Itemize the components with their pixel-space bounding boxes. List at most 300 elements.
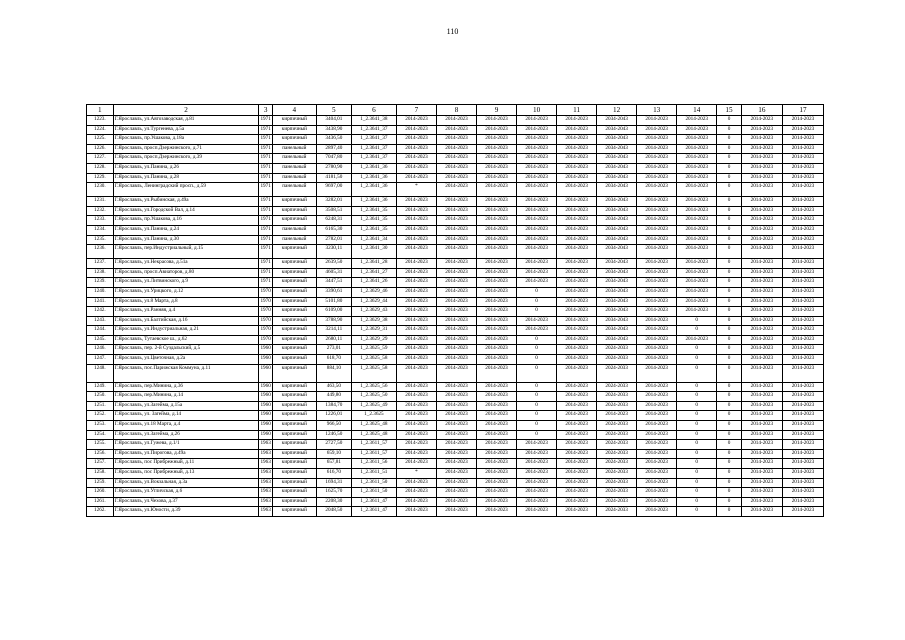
table-cell: 2014-2023 bbox=[741, 197, 782, 207]
table-cell: 2014-2023 bbox=[517, 268, 557, 278]
table-cell: 618,70 bbox=[316, 355, 351, 365]
table-cell: 2014-2023 bbox=[677, 297, 717, 307]
table-cell: 1245. bbox=[87, 335, 114, 345]
table-cell: 2014-2023 bbox=[557, 497, 597, 507]
table-cell: Г.Ярославль, ул.Ранняя, д.4 bbox=[113, 307, 259, 317]
table-cell: 2014-2023 bbox=[637, 335, 677, 345]
table-cell: кирпичный bbox=[272, 355, 316, 365]
table-cell: 1971 bbox=[259, 259, 272, 269]
table-cell: 2014-2023 bbox=[637, 163, 677, 173]
table-cell: * bbox=[396, 469, 436, 479]
table-cell: 2014-2023 bbox=[517, 225, 557, 235]
table-cell: 3390,61 bbox=[316, 287, 351, 297]
table-cell: 1226,01 bbox=[316, 411, 351, 421]
table-cell: Г.Ярославль, пр.Ушакова, д.18а bbox=[113, 135, 259, 145]
table-cell: Г.Ярославль, пос Прибрежный, д.11 bbox=[113, 459, 259, 469]
table-cell: 2014-2023 bbox=[637, 287, 677, 297]
table-cell: 2014-2023 bbox=[396, 478, 436, 488]
table-cell: кирпичный bbox=[272, 316, 316, 326]
table-cell: 2014-2023 bbox=[517, 459, 557, 469]
table-cell: 2014-2023 bbox=[782, 197, 823, 207]
table-cell: 2014-2023 bbox=[782, 135, 823, 145]
table-cell: Г.Ярославль, ул.Панина, д.24 bbox=[113, 225, 259, 235]
table-cell: 0 bbox=[677, 469, 717, 479]
table-row bbox=[87, 401, 824, 411]
table-cell: 1234. bbox=[87, 225, 114, 235]
table-cell: 2014-2023 bbox=[677, 216, 717, 226]
table-cell: Г.Ярославль, ул.Некрасова, д.51а bbox=[113, 259, 259, 269]
table-cell: 1_2.3641_35 bbox=[351, 225, 396, 235]
table-cell: кирпичный bbox=[272, 216, 316, 226]
table-cell: 6165,30 bbox=[316, 225, 351, 235]
table-cell: панельный bbox=[272, 144, 316, 154]
table-cell: Г.Ярославль, пр.Ушакова, д.16 bbox=[113, 216, 259, 226]
table-cell: 2014-2023 bbox=[782, 206, 823, 216]
table-cell: 2014-2023 bbox=[436, 297, 476, 307]
table-cell: 1_2.3611_57 bbox=[351, 449, 396, 459]
table-cell: 2014-2023 bbox=[677, 259, 717, 269]
table-cell: Г.Ярославль, пер.Индустриальный, д.15 bbox=[113, 245, 259, 259]
table-cell: 1251. bbox=[87, 401, 114, 411]
table-row bbox=[87, 297, 824, 307]
table-cell: 2014-2023 bbox=[782, 163, 823, 173]
table-cell: кирпичный bbox=[272, 206, 316, 216]
table-cell: 2014-2023 bbox=[396, 259, 436, 269]
table-cell: 1960 bbox=[259, 382, 272, 392]
table-row bbox=[87, 116, 824, 126]
table-cell: 1243. bbox=[87, 316, 114, 326]
table-cell: 2014-2023 bbox=[436, 335, 476, 345]
table-cell: 1_2.3641_37 bbox=[351, 135, 396, 145]
table-cell: 1_2.3625_48 bbox=[351, 430, 396, 440]
table-cell: 2014-2023 bbox=[637, 355, 677, 365]
table-cell: 449,80 bbox=[316, 392, 351, 402]
table-cell: 2014-2023 bbox=[782, 507, 823, 517]
table-cell: 2014-2023 bbox=[436, 245, 476, 259]
table-cell: Г.Ярославль, пер.Минина, д.36 bbox=[113, 382, 259, 392]
header-row bbox=[87, 105, 824, 116]
table-row bbox=[87, 163, 824, 173]
table-cell: 2024-2033 bbox=[597, 507, 637, 517]
table-cell: 2014-2023 bbox=[637, 235, 677, 245]
table-cell: 2014-2023 bbox=[517, 183, 557, 197]
table-cell: 0 bbox=[677, 382, 717, 392]
table-cell: 2014-2023 bbox=[741, 125, 782, 135]
table-cell: 2014-2023 bbox=[557, 364, 597, 382]
table-cell: 2014-2023 bbox=[396, 235, 436, 245]
table-cell: 1970 bbox=[259, 287, 272, 297]
table-cell: 2014-2023 bbox=[782, 459, 823, 469]
table-cell: 2014-2023 bbox=[396, 287, 436, 297]
table-cell: 2014-2023 bbox=[517, 235, 557, 245]
table-cell: 2014-2023 bbox=[477, 173, 517, 183]
table-cell: 2014-2023 bbox=[477, 235, 517, 245]
table-row bbox=[87, 411, 824, 421]
table-cell: 2014-2023 bbox=[741, 401, 782, 411]
column-header: 13 bbox=[637, 105, 677, 116]
table-cell: 2014-2023 bbox=[557, 507, 597, 517]
table-cell: 1_2.3625_49 bbox=[351, 401, 396, 411]
table-cell: 1235. bbox=[87, 235, 114, 245]
table-cell: 1970 bbox=[259, 307, 272, 317]
column-header: 2 bbox=[113, 105, 259, 116]
table-cell: Г.Ярославль, ул.Цветочная, д.2а bbox=[113, 355, 259, 365]
table-cell: 0 bbox=[717, 382, 742, 392]
table-cell: 0 bbox=[717, 449, 742, 459]
table-cell: 2014-2023 bbox=[396, 154, 436, 164]
table-cell: 2014-2023 bbox=[637, 326, 677, 336]
table-cell: 2014-2023 bbox=[557, 197, 597, 207]
table-cell: 1_2.3641_36 bbox=[351, 197, 396, 207]
table-cell: Г.Ярославль, ул.Панина, д.28 bbox=[113, 173, 259, 183]
table-cell: 2014-2023 bbox=[637, 507, 677, 517]
table-cell: 2014-2023 bbox=[396, 163, 436, 173]
table-cell: 2014-2023 bbox=[741, 392, 782, 402]
table-cell: 2014-2023 bbox=[436, 488, 476, 498]
column-header: 5 bbox=[316, 105, 351, 116]
table-cell: 2014-2023 bbox=[677, 183, 717, 197]
table-cell: 2034-2043 bbox=[597, 245, 637, 259]
table-cell: 2014-2023 bbox=[477, 197, 517, 207]
table-cell: 2014-2023 bbox=[741, 497, 782, 507]
table-cell: 0 bbox=[717, 335, 742, 345]
table-cell: 2024-2033 bbox=[597, 430, 637, 440]
table-cell: 2024-2033 bbox=[597, 421, 637, 431]
table-cell: 2014-2023 bbox=[741, 449, 782, 459]
table-cell: 2034-2043 bbox=[597, 326, 637, 336]
table-cell: 2014-2023 bbox=[782, 488, 823, 498]
table-cell: 2014-2023 bbox=[517, 440, 557, 450]
table-cell: 2014-2023 bbox=[436, 268, 476, 278]
table-cell: 1960 bbox=[259, 392, 272, 402]
table-row bbox=[87, 125, 824, 135]
table-cell: 2014-2023 bbox=[396, 355, 436, 365]
table-cell: 0 bbox=[677, 440, 717, 450]
table-cell: 2014-2023 bbox=[557, 163, 597, 173]
table-cell: 2014-2023 bbox=[477, 154, 517, 164]
table-row bbox=[87, 183, 824, 197]
table-cell: 1242. bbox=[87, 307, 114, 317]
table-cell: 2014-2023 bbox=[677, 154, 717, 164]
table-cell: панельный bbox=[272, 173, 316, 183]
table-cell: кирпичный bbox=[272, 297, 316, 307]
table-cell: 2014-2023 bbox=[741, 278, 782, 288]
table-row bbox=[87, 326, 824, 336]
table-cell: 3436,50 bbox=[316, 135, 351, 145]
table-cell: 2014-2023 bbox=[477, 411, 517, 421]
table-cell: 2014-2023 bbox=[677, 245, 717, 259]
table-cell: 2014-2023 bbox=[436, 183, 476, 197]
table-cell: 0 bbox=[517, 364, 557, 382]
table-cell: 2014-2023 bbox=[741, 316, 782, 326]
table-cell: 1_2.3611_47 bbox=[351, 497, 396, 507]
table-cell: 2014-2023 bbox=[741, 235, 782, 245]
table-cell: 2014-2023 bbox=[741, 345, 782, 355]
table-cell: 1971 bbox=[259, 197, 272, 207]
table-cell: 2014-2023 bbox=[436, 449, 476, 459]
table-cell: 0 bbox=[677, 421, 717, 431]
table-cell: 2014-2023 bbox=[637, 225, 677, 235]
table-cell: 2014-2023 bbox=[557, 316, 597, 326]
table-cell: 2014-2023 bbox=[741, 287, 782, 297]
table-cell: 2014-2023 bbox=[741, 469, 782, 479]
table-cell: кирпичный bbox=[272, 287, 316, 297]
table-cell: панельный bbox=[272, 235, 316, 245]
table-cell: 1239. bbox=[87, 278, 114, 288]
table-cell: 2014-2023 bbox=[741, 144, 782, 154]
table-cell: 2014-2023 bbox=[436, 278, 476, 288]
table-cell: 2014-2023 bbox=[637, 401, 677, 411]
table-cell: 0 bbox=[677, 326, 717, 336]
table-cell: 2034-2043 bbox=[597, 144, 637, 154]
table-cell: 0 bbox=[677, 497, 717, 507]
table-cell: 2014-2023 bbox=[741, 335, 782, 345]
table-cell: 4181,50 bbox=[316, 173, 351, 183]
table-cell: 2014-2023 bbox=[477, 206, 517, 216]
table-cell: 2014-2023 bbox=[477, 345, 517, 355]
table-cell: 2014-2023 bbox=[782, 268, 823, 278]
table-cell: 0 bbox=[517, 307, 557, 317]
table-cell: 2014-2023 bbox=[557, 278, 597, 288]
table-cell: 2014-2023 bbox=[436, 459, 476, 469]
table-cell: 0 bbox=[717, 268, 742, 278]
table-cell: кирпичный bbox=[272, 345, 316, 355]
table-cell: 0 bbox=[677, 364, 717, 382]
table-row bbox=[87, 382, 824, 392]
table-cell: 2014-2023 bbox=[741, 421, 782, 431]
column-header: 3 bbox=[259, 105, 272, 116]
table-cell: 2014-2023 bbox=[477, 144, 517, 154]
table-cell: Г.Ярославль, ул.Панина, д.26 bbox=[113, 163, 259, 173]
table-cell: 1248. bbox=[87, 364, 114, 382]
table-cell: 2014-2023 bbox=[677, 197, 717, 207]
column-header: 15 bbox=[717, 105, 742, 116]
table-cell: 0 bbox=[677, 345, 717, 355]
table-cell: 1_2.3611_56 bbox=[351, 459, 396, 469]
table-cell: 0 bbox=[717, 287, 742, 297]
table-cell: 2014-2023 bbox=[557, 125, 597, 135]
table-cell: кирпичный bbox=[272, 278, 316, 288]
table-cell: 0 bbox=[717, 307, 742, 317]
table-cell: 1_2.3641_35 bbox=[351, 216, 396, 226]
table-cell: 2048,50 bbox=[316, 507, 351, 517]
table-cell: 966,50 bbox=[316, 421, 351, 431]
table-cell: 2014-2023 bbox=[782, 316, 823, 326]
table-cell: 1_2.3629_38 bbox=[351, 316, 396, 326]
table-cell: 2014-2023 bbox=[677, 268, 717, 278]
table-cell: 2014-2023 bbox=[396, 392, 436, 402]
table-cell: 2014-2023 bbox=[477, 125, 517, 135]
table-cell: 2014-2023 bbox=[517, 163, 557, 173]
table-cell: 0 bbox=[717, 497, 742, 507]
table-cell: 2014-2023 bbox=[782, 144, 823, 154]
table-cell: 2014-2023 bbox=[677, 173, 717, 183]
table-cell: 2014-2023 bbox=[637, 459, 677, 469]
table-cell: 2034-2043 bbox=[597, 235, 637, 245]
table-cell: 0 bbox=[717, 430, 742, 440]
table-cell: 2014-2023 bbox=[677, 225, 717, 235]
table-cell: Г.Ярославль, ул.Урицкого, д.12 bbox=[113, 287, 259, 297]
table-cell: 2014-2023 bbox=[782, 245, 823, 259]
table-cell: 2024-2033 bbox=[597, 440, 637, 450]
table-cell: кирпичный bbox=[272, 430, 316, 440]
table-cell: 0 bbox=[517, 287, 557, 297]
table-cell: 2014-2023 bbox=[597, 411, 637, 421]
table-cell: 1971 bbox=[259, 216, 272, 226]
table-cell: 2014-2023 bbox=[741, 440, 782, 450]
table-cell: 2014-2023 bbox=[782, 355, 823, 365]
table-cell: Г.Ярославль, ул.Чехова, д.37 bbox=[113, 497, 259, 507]
table-cell: 1259. bbox=[87, 478, 114, 488]
column-header: 7 bbox=[396, 105, 436, 116]
table-cell: 1971 bbox=[259, 135, 272, 145]
table-cell: 2014-2023 bbox=[557, 173, 597, 183]
table-cell: 2014-2023 bbox=[637, 316, 677, 326]
table-cell: 2014-2023 bbox=[436, 440, 476, 450]
table-cell: 2014-2023 bbox=[677, 307, 717, 317]
table-cell: 2034-2043 bbox=[597, 259, 637, 269]
table-cell: 2014-2023 bbox=[637, 268, 677, 278]
table-cell: 2014-2023 bbox=[396, 125, 436, 135]
table-cell: 2014-2023 bbox=[396, 401, 436, 411]
table-cell: 1625,70 bbox=[316, 488, 351, 498]
table-cell: 1960 bbox=[259, 430, 272, 440]
table-cell: 2024-2033 bbox=[597, 401, 637, 411]
table-cell: 2034-2043 bbox=[597, 278, 637, 288]
table-cell: 2014-2023 bbox=[637, 197, 677, 207]
table-cell: 1_2.3641_36 bbox=[351, 183, 396, 197]
table-cell: Г.Ярославль, Ленинградский просп., д.59 bbox=[113, 183, 259, 197]
table-cell: 1_2.3611_57 bbox=[351, 440, 396, 450]
table-cell: 1261. bbox=[87, 497, 114, 507]
table-cell: 2208,30 bbox=[316, 497, 351, 507]
table-cell: 1960 bbox=[259, 345, 272, 355]
table-cell: 2014-2023 bbox=[477, 392, 517, 402]
table-cell: 2014-2023 bbox=[436, 345, 476, 355]
table-cell: 3214,11 bbox=[316, 326, 351, 336]
table-cell: 0 bbox=[717, 183, 742, 197]
table-row bbox=[87, 144, 824, 154]
table-cell: 1231. bbox=[87, 197, 114, 207]
table-cell: кирпичный bbox=[272, 116, 316, 126]
table-cell: кирпичный bbox=[272, 135, 316, 145]
table-cell: 2014-2023 bbox=[557, 206, 597, 216]
table-cell: 2014-2023 bbox=[637, 173, 677, 183]
table-cell: 1971 bbox=[259, 206, 272, 216]
table-cell: 2014-2023 bbox=[741, 135, 782, 145]
table-cell: 2014-2023 bbox=[436, 392, 476, 402]
table-cell: 1971 bbox=[259, 245, 272, 259]
table-row bbox=[87, 449, 824, 459]
table-cell: 1227. bbox=[87, 154, 114, 164]
table-cell: 2897,40 bbox=[316, 144, 351, 154]
table-cell: 2014-2023 bbox=[741, 116, 782, 126]
table-row bbox=[87, 245, 824, 259]
table-cell: 2014-2023 bbox=[436, 154, 476, 164]
table-cell: Г.Ярославль, ул. Загейма, д.14 bbox=[113, 411, 259, 421]
table-cell: 2014-2023 bbox=[477, 401, 517, 411]
table-cell: 0 bbox=[717, 163, 742, 173]
table-cell: кирпичный bbox=[272, 507, 316, 517]
table-cell: Г.Ярославль, ул.Панина, д.30 bbox=[113, 235, 259, 245]
table-cell: 2014-2023 bbox=[557, 183, 597, 197]
table-cell: 2034-2043 bbox=[597, 268, 637, 278]
table-cell: 1971 bbox=[259, 125, 272, 135]
table-cell: 2014-2023 bbox=[436, 469, 476, 479]
table-cell: 0 bbox=[517, 401, 557, 411]
table-cell: 2014-2023 bbox=[677, 163, 717, 173]
table-cell: 2014-2023 bbox=[396, 459, 436, 469]
table-cell: 2014-2023 bbox=[396, 278, 436, 288]
table-cell: Г.Ярославль, Тутаевское ш., д.62 bbox=[113, 335, 259, 345]
table-cell: 2014-2023 bbox=[782, 183, 823, 197]
table-cell: Г.Ярославль, ул.18 Марта, д.4 bbox=[113, 421, 259, 431]
table-cell: 2034-2043 bbox=[597, 287, 637, 297]
table-cell: 0 bbox=[717, 469, 742, 479]
table-cell: 3404,01 bbox=[316, 116, 351, 126]
table-cell: 2014-2023 bbox=[477, 430, 517, 440]
table-cell: 1_2.3625_48 bbox=[351, 421, 396, 431]
table-cell: 1971 bbox=[259, 154, 272, 164]
table-cell: 2014-2023 bbox=[782, 449, 823, 459]
table-row bbox=[87, 497, 824, 507]
table-cell: 0 bbox=[517, 335, 557, 345]
table-cell: 2680,11 bbox=[316, 335, 351, 345]
table-cell: 1254. bbox=[87, 430, 114, 440]
column-header: 10 bbox=[517, 105, 557, 116]
table-cell: 3282,01 bbox=[316, 197, 351, 207]
table-cell: 1249. bbox=[87, 382, 114, 392]
table-cell: 2014-2023 bbox=[557, 478, 597, 488]
table-cell: 2014-2023 bbox=[477, 216, 517, 226]
table-cell: 9697,00 bbox=[316, 183, 351, 197]
table-cell: 2034-2043 bbox=[597, 163, 637, 173]
table-cell: Г.Ярославль, ул.Литвинского, д.9 bbox=[113, 278, 259, 288]
table-cell: 2014-2023 bbox=[557, 488, 597, 498]
table-cell: 1_2.3641_26 bbox=[351, 278, 396, 288]
table-cell: 1228. bbox=[87, 163, 114, 173]
table-cell: 2014-2023 bbox=[396, 225, 436, 235]
table-cell: 2014-2023 bbox=[557, 116, 597, 126]
table-cell: 0 bbox=[717, 392, 742, 402]
table-cell: 2014-2023 bbox=[557, 335, 597, 345]
table-row bbox=[87, 268, 824, 278]
table-cell: 2014-2023 bbox=[436, 144, 476, 154]
table-cell: 2014-2023 bbox=[477, 488, 517, 498]
table-cell: 1970 bbox=[259, 326, 272, 336]
table-cell: 0 bbox=[677, 316, 717, 326]
table-cell: 0 bbox=[717, 297, 742, 307]
table-cell: Г.Ярославль, пос.Парижская Коммуна, д.11 bbox=[113, 364, 259, 382]
table-row bbox=[87, 335, 824, 345]
table-cell: 1_2.3629_46 bbox=[351, 287, 396, 297]
table-cell: 1_2.3629_44 bbox=[351, 297, 396, 307]
table-cell: 2014-2023 bbox=[637, 469, 677, 479]
table-cell: 2014-2023 bbox=[396, 307, 436, 317]
table-row bbox=[87, 135, 824, 145]
table-cell: 2014-2023 bbox=[637, 488, 677, 498]
table-cell: 2014-2023 bbox=[557, 297, 597, 307]
table-cell: кирпичный bbox=[272, 364, 316, 382]
table-cell: 2014-2023 bbox=[517, 488, 557, 498]
table-cell: 2014-2023 bbox=[782, 297, 823, 307]
table-cell: Г.Ярославль, пер.Минина, д.14 bbox=[113, 392, 259, 402]
table-cell: 2014-2023 bbox=[637, 278, 677, 288]
table-row bbox=[87, 355, 824, 365]
table-cell: кирпичный bbox=[272, 421, 316, 431]
table-cell: 2014-2023 bbox=[637, 206, 677, 216]
table-cell: 2014-2023 bbox=[557, 268, 597, 278]
